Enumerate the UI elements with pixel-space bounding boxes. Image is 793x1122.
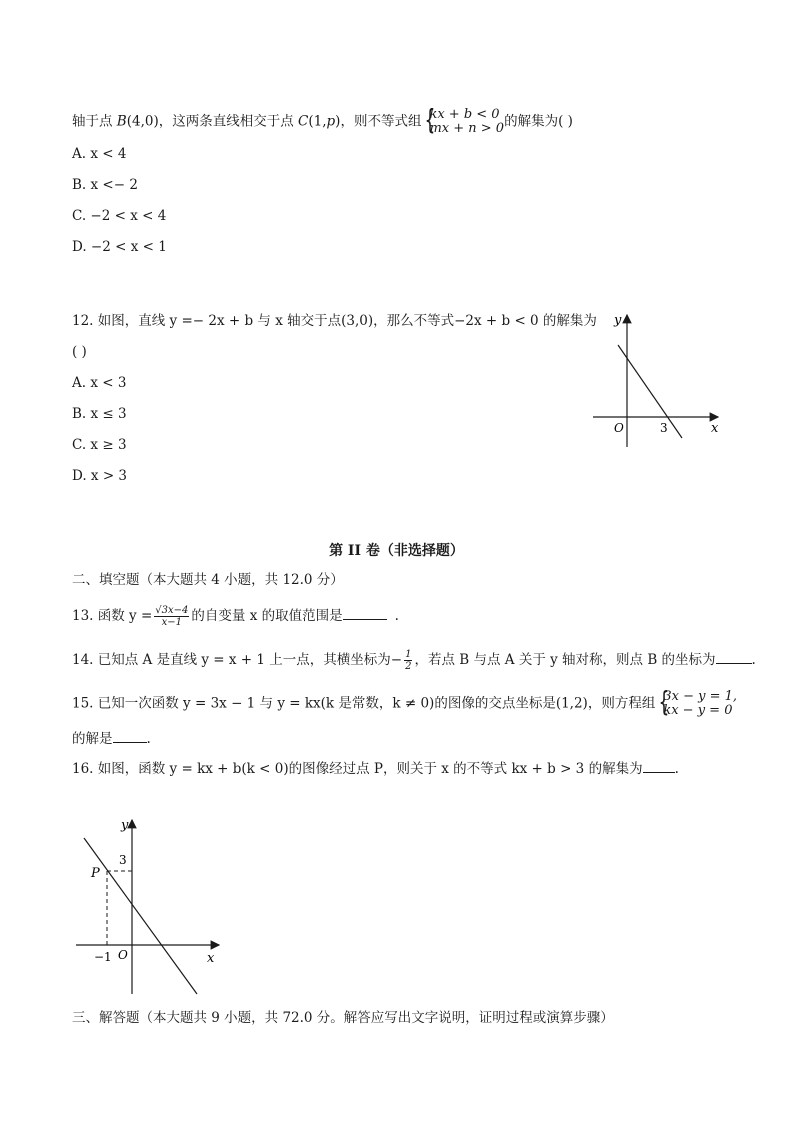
q11-stem-text: )，则不等式组 bbox=[335, 113, 422, 130]
y-tick-label: 3 bbox=[119, 853, 127, 867]
q14-text: ，若点 B 与点 A 关于 y 轴对称，则点 B 的坐标为 bbox=[414, 652, 716, 668]
q14-text: 14. 已知点 A 是直线 y = x + 1 上一点，其横坐标为− bbox=[72, 652, 403, 668]
point-c: C bbox=[298, 113, 309, 130]
q15-end: . bbox=[146, 731, 151, 747]
point-b: B bbox=[116, 113, 127, 130]
fraction-denominator: 2 bbox=[405, 661, 412, 672]
answer-blank[interactable] bbox=[113, 730, 147, 743]
y-axis-label: y bbox=[614, 313, 622, 328]
q15-line2 bbox=[72, 730, 151, 748]
system-row: 3x − y = 1, bbox=[663, 689, 737, 704]
x-intercept-label: 3 bbox=[660, 421, 668, 435]
q13-text: 的自变量 x 的取值范围是 bbox=[191, 608, 343, 624]
q11-option-d[interactable]: D. −2 < x < 1 bbox=[72, 239, 167, 255]
fraction bbox=[404, 649, 412, 672]
section-title: 第 II 卷（非选择题） bbox=[329, 543, 464, 559]
brace-icon: { bbox=[658, 685, 670, 718]
fraction-denominator: x−1 bbox=[161, 617, 183, 628]
q16 bbox=[72, 760, 679, 778]
q12-option-b[interactable]: B. x ≤ 3 bbox=[72, 406, 127, 422]
answer-blank[interactable] bbox=[643, 760, 675, 773]
q11-option-b[interactable]: B. x <− 2 bbox=[72, 177, 138, 193]
q11-stem-text: 轴于点 bbox=[72, 113, 117, 130]
fraction bbox=[154, 605, 189, 628]
section-heading: 二、填空题（本大题共 4 小题，共 12.0 分） bbox=[72, 572, 344, 588]
q12-graph bbox=[585, 305, 735, 455]
fraction-numerator: √3x−4 bbox=[155, 605, 189, 616]
q12-stem: 12. 如图，直线 y =− 2x + b 与 x 轴交于点(3,0)，那么不等式−2x + b < 0 的解集为 bbox=[72, 313, 597, 329]
q15 bbox=[72, 685, 737, 718]
q15-text: 15. 已知一次函数 y = 3x − 1 与 y = kx(k 是常数，k ≠ 0)的图像的交点坐标是(1,2)，则方程组 bbox=[72, 695, 656, 712]
q11-stem bbox=[72, 103, 573, 136]
point-p-label: P bbox=[91, 866, 100, 881]
q12-option-c[interactable]: C. x ≥ 3 bbox=[72, 437, 127, 453]
q13 bbox=[72, 605, 399, 628]
y-axis-label: y bbox=[121, 818, 129, 833]
q11-stem-text: (4,0)，这两条直线相交于点 bbox=[126, 113, 299, 130]
origin-label: O bbox=[614, 421, 624, 435]
x-axis-label: x bbox=[207, 951, 215, 966]
x-tick-label: −1 bbox=[94, 950, 112, 964]
inequality-system bbox=[421, 103, 505, 136]
q13-text: 13. 函数 y = bbox=[72, 608, 153, 624]
origin-label: O bbox=[118, 948, 128, 962]
q16-text: 16. 如图，函数 y = kx + b(k < 0)的图像经过点 P，则关于 x 的不等式 kx + b > 3 的解集为 bbox=[72, 761, 643, 777]
brace-icon: { bbox=[425, 103, 436, 136]
q11-stem-text: 的解集为( ) bbox=[504, 113, 573, 130]
q16-graph bbox=[70, 812, 230, 1002]
answer-blank[interactable] bbox=[716, 651, 752, 664]
q14-end: . bbox=[751, 652, 756, 668]
q12-option-a[interactable]: A. x < 3 bbox=[72, 375, 127, 391]
q12-answer-paren: ( ) bbox=[72, 344, 87, 360]
answer-blank[interactable] bbox=[343, 607, 387, 620]
section-heading-3: 三、解答题（本大题共 9 小题，共 72.0 分。解答应写出文字说明，证明过程或演算步骤） bbox=[72, 1010, 614, 1026]
system-row: mx + n > 0 bbox=[429, 121, 505, 136]
q16-end: . bbox=[674, 761, 679, 777]
fraction-numerator: 1 bbox=[405, 649, 412, 660]
q11-option-a[interactable]: A. x < 4 bbox=[72, 146, 127, 162]
x-axis-label: x bbox=[711, 421, 719, 436]
q14 bbox=[72, 649, 756, 672]
q15-text: 的解是 bbox=[72, 731, 113, 747]
q13-end: . bbox=[394, 608, 399, 624]
line-graph bbox=[84, 838, 197, 994]
system-row: kx + b < 0 bbox=[429, 107, 500, 122]
system-row: kx − y = 0 bbox=[663, 703, 733, 718]
q12-option-d[interactable]: D. x > 3 bbox=[72, 468, 128, 484]
q11-stem-text: (1, bbox=[308, 113, 327, 130]
q11-option-c[interactable]: C. −2 < x < 4 bbox=[72, 208, 167, 224]
equation-system bbox=[655, 685, 737, 718]
var-p: p bbox=[326, 113, 336, 130]
